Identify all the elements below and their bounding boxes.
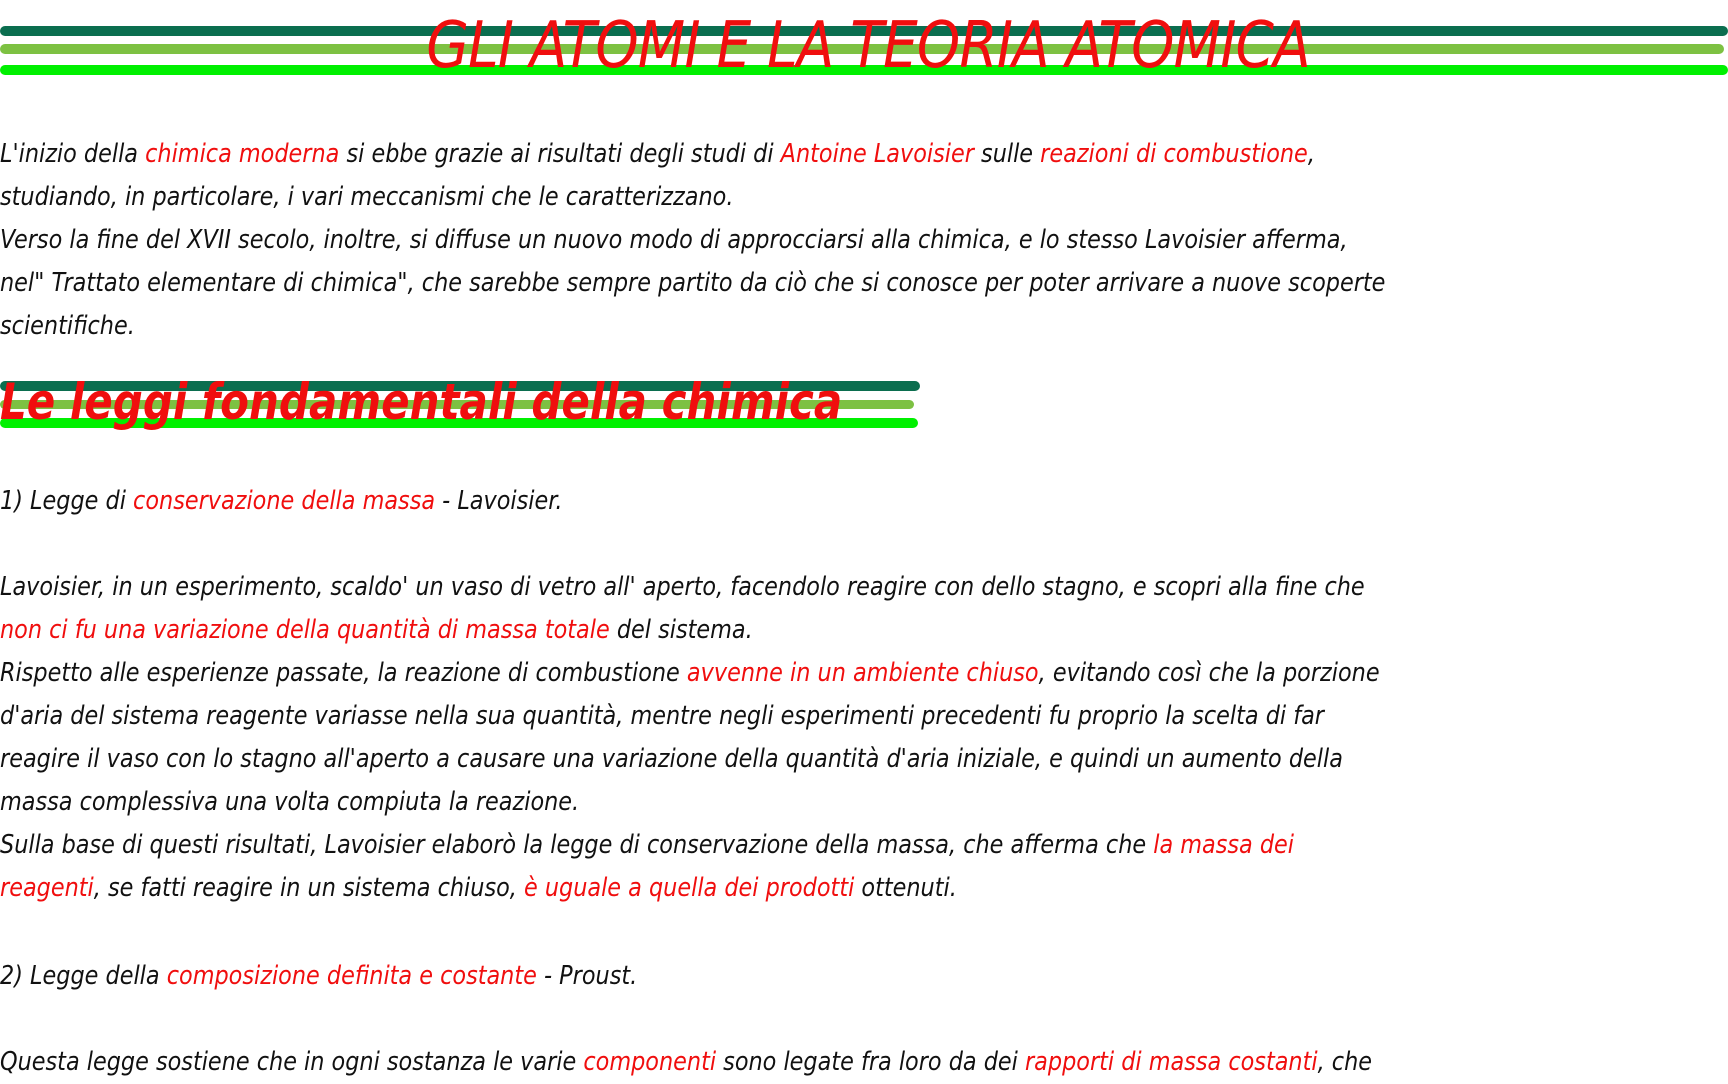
body-text: , se fatti reagire in un sistema chiuso, (93, 873, 524, 903)
body-text: Lavoisier, in un esperimento, scaldo' un vaso di vetro all' aperto, facendolo reagire con dello stagno, e scopri alla fine che (0, 572, 1365, 602)
highlighted-text: reagenti (0, 873, 94, 903)
intro-paragraph (0, 133, 1486, 348)
body-text: Sulla base di questi risultati, Lavoisier elaborò la legge di conservazione della massa, che afferma che (0, 830, 1154, 860)
highlighted-text: conservazione della massa (133, 486, 436, 516)
text-line (0, 609, 1486, 652)
highlighted-text: rapporti di massa costanti (1024, 1047, 1318, 1077)
body-text: , evitando così che la porzione (1038, 658, 1380, 688)
body-text: studiando, in particolare, i vari meccanismi che le caratterizzano. (0, 182, 734, 212)
body-text: sono legate fra loro da dei (716, 1047, 1025, 1077)
highlighted-text: composizione definita e costante (166, 961, 537, 991)
text-line (0, 305, 1486, 348)
text-line (0, 176, 1486, 219)
text-line (0, 738, 1486, 781)
body-text: 2) Legge della (0, 961, 167, 991)
highlighted-text: chimica moderna (145, 139, 340, 169)
body-text: - Proust. (536, 961, 638, 991)
section-title: Le leggi fondamentali della chimica (0, 373, 843, 431)
body-text: Rispetto alle esperienze passate, la reazione di combustione (0, 658, 687, 688)
law2-heading (0, 955, 1486, 998)
highlighted-text: è uguale a quella dei prodotti (523, 873, 855, 903)
law1-paragraph (0, 566, 1486, 910)
highlighted-text: componenti (583, 1047, 717, 1077)
highlighted-text: Antoine Lavoisier (780, 139, 974, 169)
text-line (0, 219, 1486, 262)
body-text: L'inizio della (0, 139, 146, 169)
text-line (0, 652, 1486, 695)
text-line (0, 824, 1486, 867)
body-text: Verso la fine del XVII secolo, inoltre, si diffuse un nuovo modo di approcciarsi alla chimica, e lo stesso Lavoisier afferma, (0, 225, 1348, 255)
document-title: GLI ATOMI E LA TEORIA ATOMICA (426, 9, 1310, 83)
text-line (0, 781, 1486, 824)
body-text: ottenuti. (854, 873, 957, 903)
text-line (0, 695, 1486, 738)
text-line (0, 262, 1486, 305)
text-line (0, 1041, 1486, 1084)
body-text: sulle (973, 139, 1041, 169)
body-text: del sistema. (609, 615, 753, 645)
highlighted-text: reazioni di combustione (1040, 139, 1308, 169)
text-line (0, 566, 1486, 609)
body-text: - Lavoisier. (435, 486, 563, 516)
highlighted-text: avvenne in un ambiente chiuso (686, 658, 1039, 688)
body-text: nel" Trattato elementare di chimica", che sarebbe sempre partito da ciò che si conosce per poter arrivare a nuove scoperte (0, 268, 1386, 298)
text-line (0, 867, 1486, 910)
body-text: 1) Legge di (0, 486, 134, 516)
law1-heading (0, 480, 1486, 523)
body-text: reagire il vaso con lo stagno all'aperto a causare una variazione della quantità d'aria iniziale, e quindi un aumento della (0, 744, 1343, 774)
law2-paragraph (0, 1041, 1486, 1084)
highlighted-text: la massa dei (1153, 830, 1295, 860)
body-text: d'aria del sistema reagente variasse nella sua quantità, mentre negli esperimenti precedenti fu proprio la scelta di far (0, 701, 1325, 731)
body-text: Questa legge sostiene che in ogni sostanza le varie (0, 1047, 584, 1077)
text-line (0, 133, 1486, 176)
body-text: scientifiche. (0, 311, 135, 341)
highlighted-text: non ci fu una variazione della quantità di massa totale (0, 615, 610, 645)
body-text: , (1307, 139, 1315, 169)
body-text: massa complessiva una volta compiuta la reazione. (0, 787, 580, 817)
body-text: si ebbe grazie ai risultati degli studi di (339, 139, 781, 169)
body-text: , che (1317, 1047, 1373, 1077)
